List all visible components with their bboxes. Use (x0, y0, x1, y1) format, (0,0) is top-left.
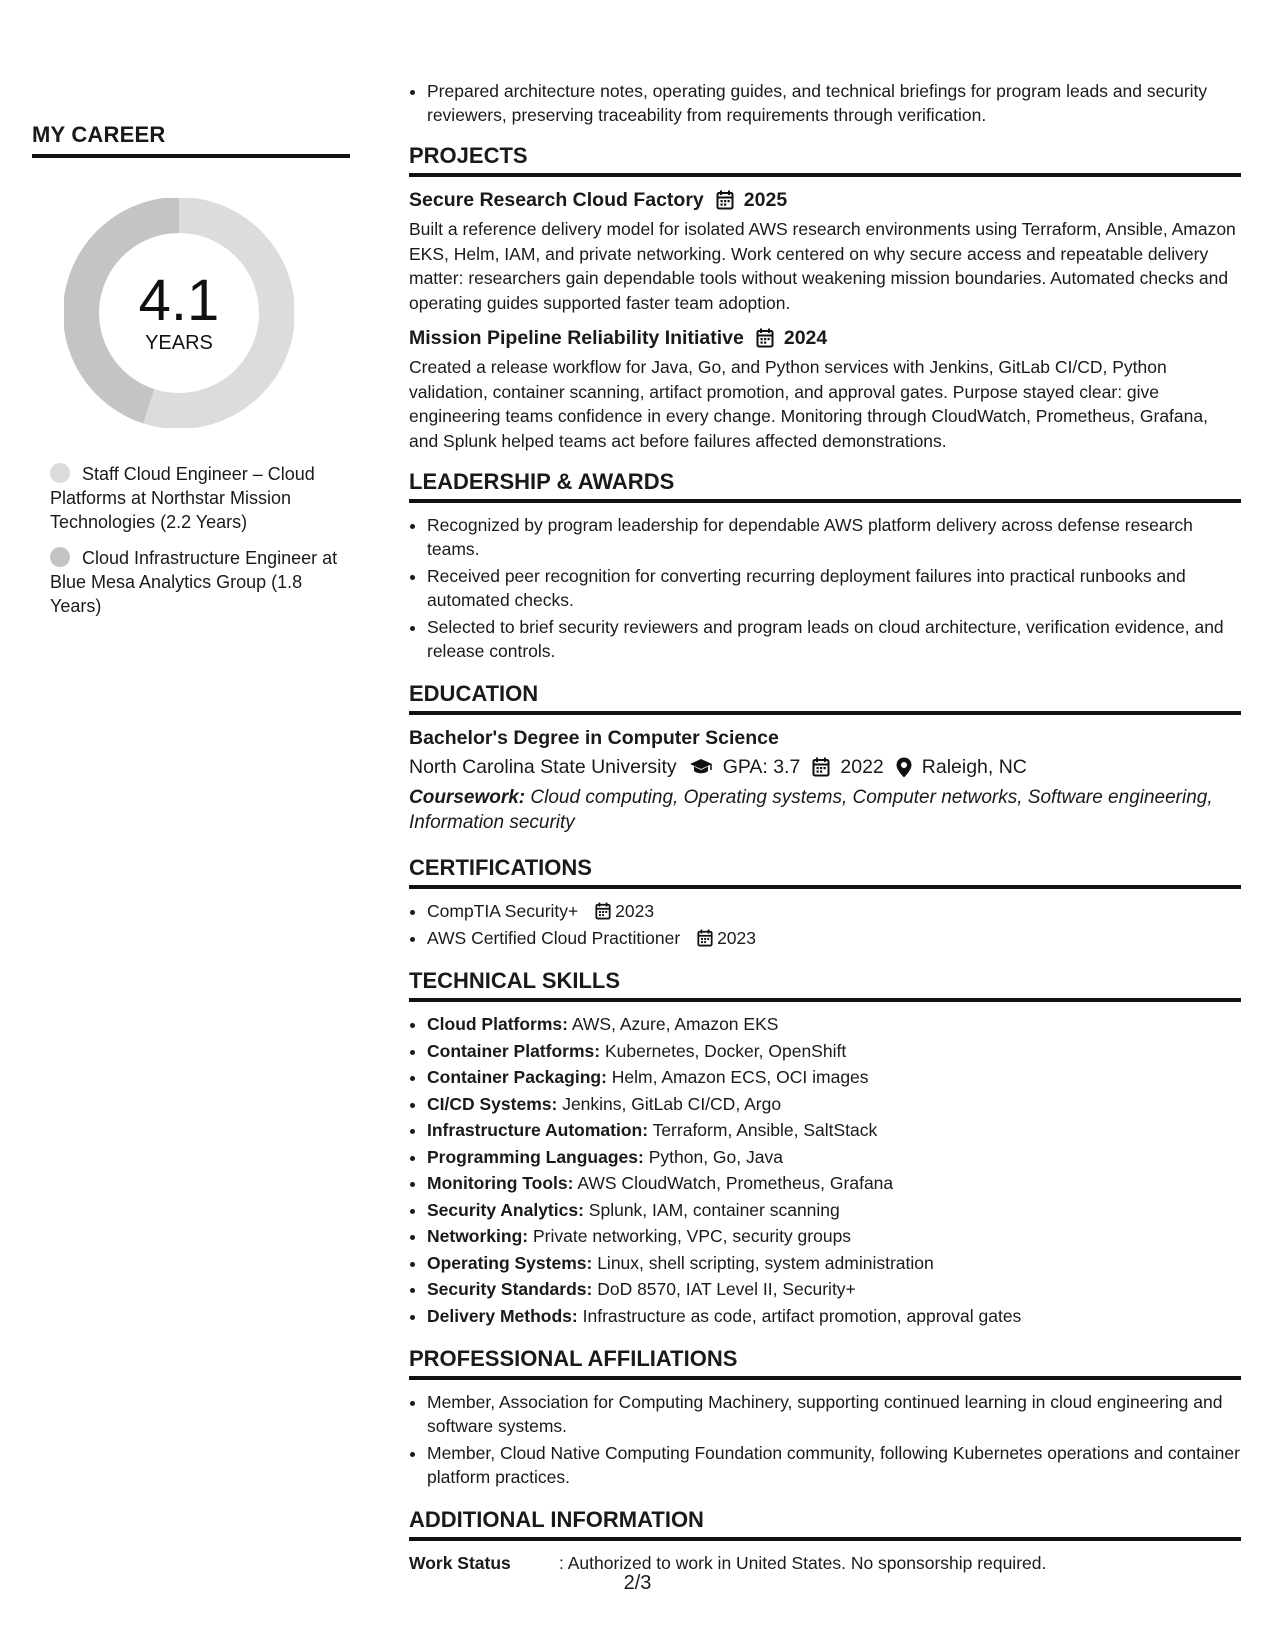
graduation-cap-icon (689, 758, 713, 776)
career-panel (32, 122, 350, 630)
leadership-list (409, 513, 1241, 663)
skill-value: Kubernetes, Docker, OpenShift (604, 1040, 847, 1061)
career-item-text: Cloud Infrastructure Engineer at Blue Mesa Analytics Group (1.8 Years) (50, 548, 338, 616)
skill-item (427, 1198, 1241, 1222)
skill-value: Terraform, Ansible, SaltStack (652, 1120, 878, 1140)
work-status-label: Work Status (409, 1552, 511, 1573)
project-name: Secure Research Cloud Factory (409, 189, 704, 211)
additional-info-heading: ADDITIONAL INFORMATION (409, 1507, 1241, 1541)
degree-title: Bachelor's Degree in Computer Science (409, 727, 779, 749)
skill-item (427, 1039, 1241, 1063)
skill-value: Linux, shell scripting, system administration (597, 1252, 934, 1273)
certifications-heading: CERTIFICATIONS (409, 855, 1241, 889)
skill-label: Cloud Platforms: (427, 1014, 568, 1034)
total-years-unit: YEARS (145, 331, 213, 354)
skill-label: Security Standards: (427, 1279, 593, 1299)
skill-label: Container Platforms: (427, 1040, 601, 1061)
skill-item (427, 1171, 1241, 1195)
education-heading: EDUCATION (409, 681, 1241, 715)
certification-name: CompTIA Security+ (427, 901, 579, 921)
certification-item (427, 899, 1241, 923)
total-years-value: 4.1 (138, 267, 220, 333)
skill-value: Private networking, VPC, security groups (533, 1226, 852, 1246)
school-name: North Carolina State University (409, 756, 677, 778)
coursework (409, 785, 1241, 835)
career-item-text: Staff Cloud Engineer – Cloud Platforms at Northstar Mission Technologies (2.2 Years) (50, 464, 315, 532)
skill-value: AWS CloudWatch, Prometheus, Grafana (577, 1173, 894, 1193)
skill-label: Infrastructure Automation: (427, 1120, 649, 1140)
project-year: 2024 (783, 327, 828, 349)
project-item (409, 325, 1241, 453)
project-name: Mission Pipeline Reliability Initiative (409, 327, 744, 349)
education-location: Raleigh, NC (921, 756, 1027, 778)
calendar-icon (716, 190, 734, 210)
legend-dot (50, 463, 70, 483)
skill-label: CI/CD Systems: (427, 1093, 558, 1114)
project-description: Created a release workflow for Java, Go, and Python services with Jenkins, GitLab CI/CD, Python validation, container scanning, artifact promotion, and approval gates. Purpose stayed clear: give engineering teams confidence in every change. Monitoring through CloudWatch, Prometheus, Grafana, and Splunk helped teams act before failures affected demonstrations. (409, 357, 1208, 451)
experience-continued-list (409, 79, 1241, 127)
certification-year: 2023 (615, 901, 655, 921)
skill-label: Operating Systems: (427, 1252, 593, 1273)
skill-item (427, 1145, 1241, 1169)
graduation-year: 2022 (840, 756, 884, 778)
skills-list (409, 1012, 1241, 1328)
map-pin-icon (896, 757, 912, 778)
certification-year: 2023 (717, 928, 757, 948)
skill-item (427, 1224, 1241, 1248)
calendar-icon (697, 929, 713, 947)
affiliations-list (409, 1390, 1241, 1489)
project-item (409, 187, 1241, 315)
career-item (50, 462, 340, 534)
affiliation-item: • Member, Association for Computing Machinery, supporting continued learning in cloud engineering and software systems. (427, 1390, 1241, 1438)
leadership-item: • Received peer recognition for converting recurring deployment failures into practical runbooks and automated checks. (427, 564, 1241, 612)
leadership-item: • Recognized by program leadership for dependable AWS platform delivery across defense research teams. (427, 513, 1241, 561)
skill-label: Security Analytics: (427, 1199, 584, 1220)
work-status-value: : Authorized to work in United States. No sponsorship required. (559, 1552, 1047, 1573)
coursework-label: Coursework: (409, 787, 526, 808)
work-status-row (409, 1551, 1241, 1575)
projects-heading: PROJECTS (409, 143, 1241, 177)
skill-item (427, 1251, 1241, 1275)
skill-item (427, 1118, 1241, 1142)
skill-label: Monitoring Tools: (427, 1173, 574, 1193)
project-year: 2025 (743, 189, 788, 211)
skill-item (427, 1092, 1241, 1116)
skill-value: Python, Go, Java (648, 1146, 783, 1167)
career-list (50, 462, 340, 618)
skill-label: Container Packaging: (427, 1067, 607, 1087)
skill-item (427, 1065, 1241, 1089)
skill-value: DoD 8570, IAT Level II, Security+ (597, 1279, 856, 1299)
career-item (50, 546, 340, 618)
calendar-icon (812, 757, 830, 777)
certification-name: AWS Certified Cloud Practitioner (427, 928, 681, 948)
skill-value: AWS, Azure, Amazon EKS (571, 1014, 779, 1034)
calendar-icon (756, 328, 774, 348)
education-details (409, 753, 1241, 781)
skill-value: Helm, Amazon ECS, OCI images (611, 1067, 869, 1087)
skill-label: Programming Languages: (427, 1146, 644, 1167)
skill-item (427, 1012, 1241, 1036)
skill-label: Networking: (427, 1226, 529, 1246)
calendar-icon (595, 902, 611, 920)
gpa: GPA: 3.7 (722, 756, 801, 778)
legend-dot (50, 547, 70, 567)
skill-value: Splunk, IAM, container scanning (588, 1199, 840, 1220)
leadership-heading: LEADERSHIP & AWARDS (409, 469, 1241, 503)
skill-value: Infrastructure as code, artifact promotion, approval gates (582, 1305, 1022, 1326)
page-number: 2/3 (623, 1572, 652, 1594)
skill-label: Delivery Methods: (427, 1305, 578, 1326)
affiliation-item: • Member, Cloud Native Computing Foundation community, following Kubernetes operations and container platform practices. (427, 1441, 1241, 1489)
main-content (409, 79, 1241, 1575)
skill-item (427, 1304, 1241, 1328)
skills-heading: TECHNICAL SKILLS (409, 968, 1241, 1002)
leadership-item: • Selected to brief security reviewers and program leads on cloud architecture, verification evidence, and release controls. (427, 615, 1241, 663)
certification-item (427, 926, 1241, 950)
coursework-text: Cloud computing, Operating systems, Computer networks, Software engineering, Information security (409, 787, 1213, 833)
career-title: MY CAREER (32, 122, 350, 158)
certifications-list (409, 899, 1241, 950)
career-donut-chart (64, 198, 294, 428)
skill-value: Jenkins, GitLab CI/CD, Argo (562, 1093, 782, 1114)
experience-bullet: • Prepared architecture notes, operating guides, and technical briefings for program leads and security reviewers, preserving traceability from requirements through verification. (427, 79, 1241, 127)
skill-item (427, 1277, 1241, 1301)
project-description: Built a reference delivery model for isolated AWS research environments using Terraform, Ansible, Amazon EKS, Helm, IAM, and private networking. Work centered on why secure access and repeatable delivery matter: researchers gain dependable tools without weakening mission boundaries. Automated checks and operating guides supported faster team adoption. (409, 219, 1236, 313)
affiliations-heading: PROFESSIONAL AFFILIATIONS (409, 1346, 1241, 1380)
